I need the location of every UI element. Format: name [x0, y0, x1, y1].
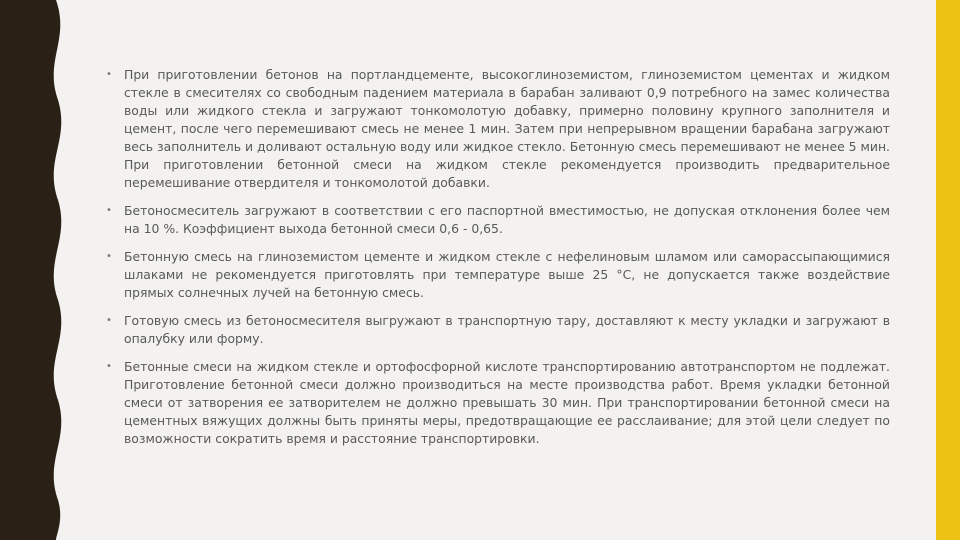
bullet-list: [106, 66, 890, 458]
bullet-dot-icon: •: [106, 315, 112, 326]
bullet-text: Бетонную смесь на глиноземистом цементе и жидком стекле с нефелиновым шламом или саморассыпающимися шлаками не рекомендуется приготовлять при температуре выше 25 °С, не допускается также воздействие прямых солнечных лучей на бетонную смесь.: [124, 249, 890, 300]
bullet-item: [106, 312, 890, 348]
bullet-text: При приготовлении бетонов на портландцементе, высокоглиноземистом, глиноземистом цементах и жидком стекле в смесителях со свободным падением материала в барабан заливают 0,9 потребного на замес количества воды или жидкого стекла и загружают тонкомолотую добавку, примерно половину крупного заполнителя и цемент, после чего перемешивают смесь не менее 1 мин. Затем при непрерывном вращении барабана загружают весь заполнитель и доливают остальную воду или жидкое стекло. Бетонную смесь перемешивают не менее 5 мин. При приготовлении бетонной смеси на жидком стекле рекомендуется производить предварительное перемешивание отвердителя и тонкомолотой добавки.: [124, 67, 890, 190]
decorative-wavy-border: [0, 0, 80, 540]
bullet-item: [106, 66, 890, 192]
bullet-item: [106, 358, 890, 448]
bullet-dot-icon: •: [106, 205, 112, 216]
bullet-text: Бетонные смеси на жидком стекле и ортофосфорной кислоте транспортированию автотранспортом не подлежат. Приготовление бетонной смеси должно производиться на месте производства работ. Время укладки бетонной смеси от затворения ее затворителем не должно превышать 30 мин. При транспортировании бетонной смеси на цементных вяжущих должны быть приняты меры, предотвращающие ее расслаивание; для этой цели следует по возможности сократить время и расстояние транспортировки.: [124, 359, 890, 446]
bullet-item: [106, 248, 890, 302]
accent-stripe: [936, 0, 960, 540]
bullet-dot-icon: •: [106, 69, 112, 80]
bullet-dot-icon: •: [106, 361, 112, 372]
bullet-item: [106, 202, 890, 238]
bullet-text: Готовую смесь из бетоносмесителя выгружают в транспортную тару, доставляют к месту укладки и загружают в опалубку или форму.: [124, 313, 890, 346]
bullet-text: Бетоносмеситель загружают в соответствии с его паспортной вместимостью, не допуская отклонения более чем на 10 %. Коэффициент выхода бетонной смеси 0,6 - 0,65.: [124, 203, 890, 236]
bullet-dot-icon: •: [106, 251, 112, 262]
